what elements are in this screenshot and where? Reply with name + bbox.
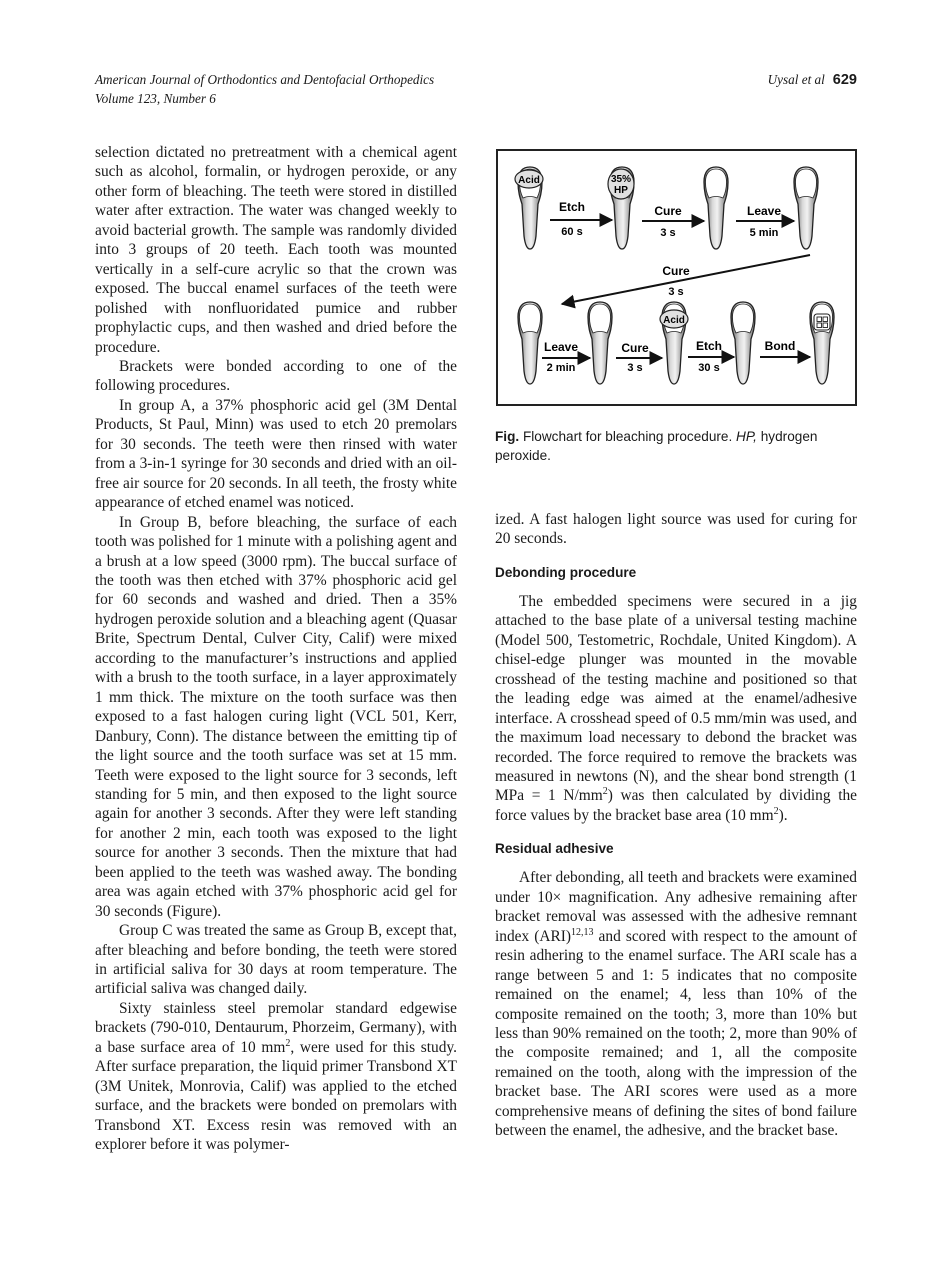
tooth-icon (794, 167, 818, 249)
tooth-icon (704, 167, 728, 249)
step-label: Etch (695, 339, 723, 353)
paragraph-text: Sixty stainless steel premolar standard edgewise brackets (790-010, Dentaurum, Phorzeim, Germany), with a base surface area of 10 mm (95, 999, 457, 1056)
figure-flowchart (496, 149, 857, 406)
figure-caption (495, 428, 860, 465)
hp-badge-label: 35% (610, 174, 632, 185)
tooth-icon (588, 302, 612, 384)
arrow-diagonal-icon (562, 255, 810, 304)
journal-title: American Journal of Orthodontics and Dentofacial Orthopedics (95, 72, 435, 87)
superscript: 2 (602, 786, 608, 798)
step-time: 30 s (698, 362, 720, 374)
step-time: 60 s (561, 226, 583, 238)
paragraph: Brackets were bonded according to one of the following procedures. (95, 357, 457, 395)
paragraph-text: After debonding, all teeth and brackets were examined under 10× magnification. Any adhesive remaining after bracket removal was assessed with the adhesive remnant index (ARI) (495, 869, 857, 945)
step-label: Leave (543, 340, 579, 354)
right-text-column (495, 510, 857, 1141)
running-header-journal (95, 70, 434, 108)
paragraph: ized. A fast halogen light source was used for curing for 20 seconds. (495, 511, 857, 548)
step-label: Cure (621, 341, 649, 355)
paragraph: Group C was treated the same as Group B, except that, after bleaching and before bonding, the teeth were stored in artificial saliva for 30 days at room temperature. The artificial saliva was changed daily. (95, 922, 457, 998)
step-label: Leave (746, 204, 782, 218)
step-time: 2 min (546, 362, 576, 374)
step-label: Cure (654, 204, 682, 218)
acid-badge-label: Acid (518, 175, 540, 186)
step-label: Cure (662, 264, 690, 278)
caption-label: Fig. (495, 429, 520, 444)
left-text-column (95, 143, 457, 1155)
paragraph (495, 592, 857, 825)
superscript: 2 (285, 1037, 291, 1049)
step-time: 3 s (668, 286, 684, 298)
running-header-page (768, 70, 857, 90)
page-number: 629 (832, 72, 857, 88)
step-label: Bond (764, 339, 796, 353)
section-heading-debonding: Debonding procedure (495, 564, 637, 580)
author-names: Uysal et al (767, 72, 825, 87)
citation-superscript: 12,13 (571, 926, 594, 938)
paragraph-text: and scored with respect to the amount of resin adhering to the enamel surface. The ARI scale has a range between 5 and 1: 5 indicates that no composite remained on the enamel; 4, less than 10% of the composite remained on the tooth; 3, more than 10% but less than 90% remained on the tooth; 2, more than 90% of the composite remained; and 1, all the composite remained on the tooth, along with the impression of the bracket base. The ARI scores were used as a more comprehensive means of defining the sites of bond failure between the enamel, the adhesive, and the bracket base. (495, 927, 857, 1140)
paragraph (95, 999, 457, 1155)
paragraph-text: The embedded specimens were secured in a jig attached to the base plate of a universal testing machine (Model 500, Testometric, Rochdale, United Kingdom). A chisel-edge plunger was mounted in the movable crosshead of the testing machine and positioned so that the leading edge was aimed at the enamel/adhesive interface. A crosshead speed of 0.5 mm/min was used, and the maximum load necessary to debond the bracket was recorded. The force required to remove the brackets was measured in newtons (N), and the shear bond strength (1 MPa = 1 N/mm (495, 592, 857, 805)
step-label: Etch (558, 200, 586, 214)
superscript: 2 (773, 805, 779, 817)
tooth-icon (731, 302, 755, 384)
paragraph-text: ). (778, 806, 788, 824)
paragraph: In Group B, before bleaching, the surface of each tooth was polished for 1 minute with a polishing agent and a brush at a low speed (3000 rpm). The buccal surface of the tooth was then etched with 37% phosphoric acid gel for 60 seconds and washed and dried. Then a 35% hydrogen peroxide solution and a bleaching agent (Quasar Brite, Spectrum Dental, Culver City, Calif) were mixed according to the manufacturer’s instructions and applied with a brush to the tooth surface, in a layer approximately 1 mm thick. The mixture on the tooth surface was then exposed to a fast halogen curing light (VCL 501, Kerr, Danbury, Conn). The distance between the emitting tip of the light source and the tooth surface was set at 15 mm. Teeth were exposed to the light source for 3 seconds, left standing for 5 min, and then exposed to the light source again for another 3 seconds. After they were left standing for another 2 min, each tooth was exposed to the light source for another 3 seconds. Then the mixture that had been applied to the teeth was washed away. The bonding area was again etched with 37% phosphoric acid gel for 30 seconds (Figure). (95, 513, 457, 920)
caption-abbreviation: HP, (736, 429, 757, 444)
paragraph: In group A, a 37% phosphoric acid gel (3M Dental Products, St Paul, Minn) was used to etch 20 premolars for 30 seconds. The teeth were then rinsed with water from a 3-in-1 syringe for 30 seconds and dried with an oil-free air source for 20 seconds. In all teeth, the frosty white appearance of etched enamel was noticed. (95, 396, 457, 512)
caption-text: Flowchart for bleaching procedure. (522, 429, 733, 444)
tooth-icon (518, 302, 542, 384)
acid-badge-label: Acid (663, 315, 685, 326)
step-time: 5 min (749, 227, 779, 239)
hp-badge-label: HP (614, 185, 628, 196)
step-time: 3 s (627, 362, 643, 374)
paragraph (495, 868, 857, 1140)
section-heading-residual-adhesive: Residual adhesive (495, 841, 614, 857)
step-time: 3 s (660, 227, 676, 239)
journal-volume: Volume 123, Number 6 (95, 91, 216, 106)
paragraph-text: , were used for this study. After surface preparation, the liquid primer Transbond XT (3M Unitek, Monrovia, Calif) was applied to the etched surface, and the brackets were bonded on premolars with Transbond XT. Excess resin was removed with an explorer before it was polymer- (95, 1038, 457, 1154)
paragraph: selection dictated no pretreatment with a chemical agent such as alcohol, formalin, or hydrogen peroxide, or any other form of bleaching. The teeth were stored in distilled water after extraction. The water was changed weekly to avoid bacterial growth. The sample was randomly divided into 3 groups of 20 teeth. Each tooth was mounted vertically in a self-cure acrylic so that the crown was exposed. The buccal enamel surfaces of the teeth were polished with nonfluoridated pumice and rubber prophylactic cups, and then washed and dried before the procedure. (95, 144, 457, 356)
paragraph-text: ) was then calculated by dividing the force values by the bracket base area (10 mm (495, 787, 857, 824)
flowchart-diagram (498, 151, 855, 404)
caption-text: hydrogen peroxide. (495, 429, 818, 463)
